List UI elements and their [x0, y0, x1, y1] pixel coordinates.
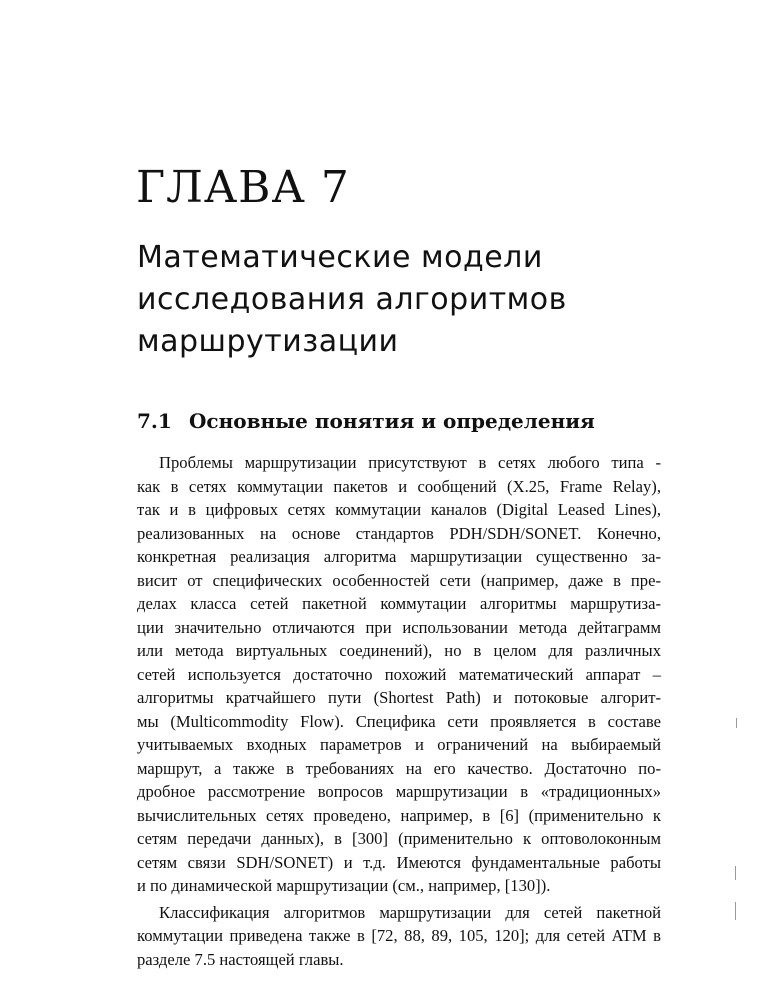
text-line: мы (Multicommodity Flow). Специфика сети проявляется в составе: [137, 711, 661, 731]
chapter-title-line: Математические модели: [137, 240, 543, 275]
text-line: учитываемых входных параметров и ограничений на выбираемый: [137, 735, 661, 754]
text-line: маршрут, а также в требованиях на его качество. Достаточно по-: [137, 758, 661, 778]
text-line: как в сетях коммутации пакетов и сообщений (X.25, Frame Relay),: [137, 476, 661, 496]
section-heading: [137, 407, 595, 435]
text-line: сетей используется достаточно похожий математический аппарат –: [137, 664, 661, 684]
text-line: Классификация алгоритмов маршрутизации для сетей пакетной: [159, 902, 661, 922]
text-line: Проблемы маршрутизации присутствуют в сетях любого типа -: [159, 453, 661, 472]
text-line: алгоритмы кратчайшего пути (Shortest Path) и потоковые алгорит-: [137, 688, 661, 707]
paragraph-1: [137, 451, 661, 898]
text-line: делах класса сетей пакетной коммутации алгоритмы маршрутиза-: [137, 594, 661, 613]
chapter-label: ГЛАВА 7: [136, 162, 350, 213]
section-number: 7.1: [137, 409, 172, 433]
text-line: сетям связи SDH/SONET) и т.д. Имеются фундаментальные работы: [137, 852, 661, 872]
text-line: и по динамической маршрутизации (см., например, [130]).: [137, 876, 551, 895]
body-text: [137, 451, 661, 971]
text-line: или метода виртуальных соединений), но в целом для различных: [137, 641, 661, 660]
scan-artifact: [735, 866, 736, 880]
text-line: ции значительно отличаются при использовании метода дейтаграмм: [137, 617, 661, 637]
section-title: Основные понятия и определения: [189, 409, 595, 433]
scan-artifact: [736, 718, 737, 728]
text-line: конкретная реализация алгоритма маршрутизации существенно за-: [137, 547, 661, 566]
paragraph-2: [137, 901, 661, 972]
text-line: так и в цифровых сетях коммутации каналов (Digital Leased Lines),: [137, 500, 661, 519]
text-line: коммутации приведена также в [72, 88, 89, 105, 120]; для сетей ATM в: [137, 926, 661, 945]
text-line: вычислительных сетях проведено, например, в [6] (применительно к: [137, 805, 661, 825]
scan-artifact: [735, 902, 736, 920]
text-line: разделе 7.5 настоящей главы.: [137, 949, 344, 969]
chapter-title-line: маршрутизации: [137, 324, 399, 359]
chapter-title-line: исследования алгоритмов: [137, 282, 567, 317]
chapter-title: [137, 237, 697, 363]
text-line: сетям передачи данных), в [300] (применительно к оптоволоконным: [137, 829, 661, 848]
text-line: дробное рассмотрение вопросов маршрутизации в «традиционных»: [137, 782, 661, 801]
text-line: висит от специфических особенностей сети (например, даже в пре-: [137, 570, 661, 590]
text-line: реализованных на основе стандартов PDH/SDH/SONET. Конечно,: [137, 523, 661, 543]
